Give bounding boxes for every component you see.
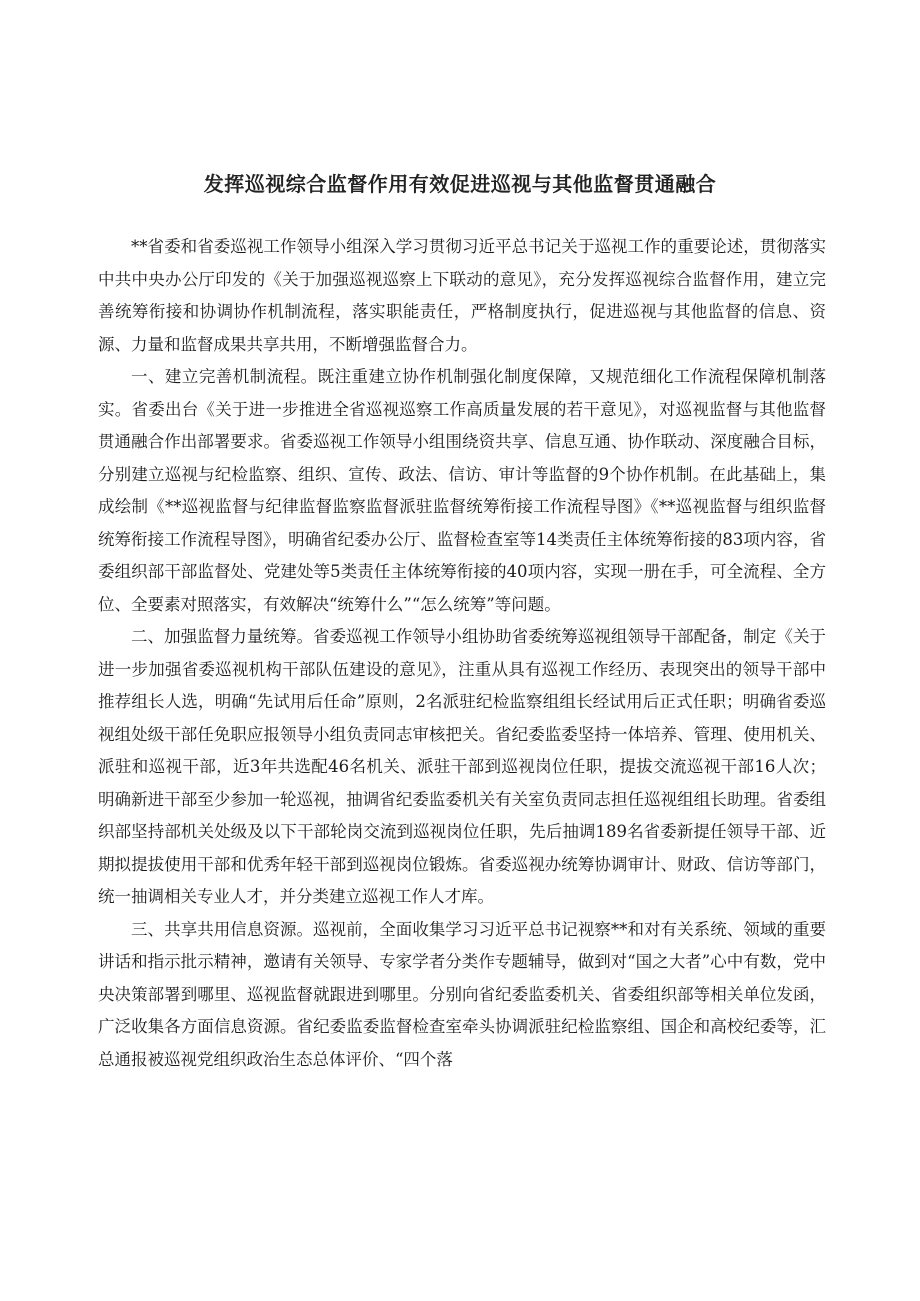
document-title: 发挥巡视综合监督作用有效促进巡视与其他监督贯通融合 (203, 172, 717, 196)
document-body (98, 231, 826, 1076)
paragraph-intro: **省委和省委巡视工作领导小组深入学习贯彻习近平总书记关于巡视工作的重要论述，贯彻落实中共中央办公厅印发的《关于加强巡视巡察上下联动的意见》，充分发挥巡视综合监督作用，建立完善统筹衔接和协调协作机制流程，落实职能责任，严格制度执行，促进巡视与其他监督的信息、资源、力量和监督成果共享共用，不断增强监督合力。 (98, 237, 826, 354)
paragraph-section-2: 二、加强监督力量统筹。省委巡视工作领导小组协助省委统筹巡视组领导干部配备，制定《关于进一步加强省委巡视机构干部队伍建设的意见》，注重从具有巡视工作经历、表现突出的领导干部中推荐组长人选，明确“先试用后任命”原则，2名派驻纪检监察组组长经试用后正式任职；明确省委巡视组处级干部任免职应报领导小组负责同志审核把关。省纪委监委坚持一体培养、管理、使用机关、派驻和巡视干部，近3年共选配46名机关、派驻干部到巡视岗位任职，提拔交流巡视干部16人次；明确新进干部至少参加一轮巡视，抽调省纪委监委机关有关室负责同志担任巡视组组长助理。省委组织部坚持部机关处级及以下干部轮岗交流到巡视岗位任职，先后抽调189名省委新提任领导干部、近期拟提拔使用干部和优秀年轻干部到巡视岗位锻炼。省委巡视办统筹协调审计、财政、信访等部门，统一抽调相关专业人才，并分类建立巡视工作人才库。 (98, 627, 826, 906)
paragraph-section-1: 一、建立完善机制流程。既注重建立协作机制强化制度保障，又规范细化工作流程保障机制落实。省委出台《关于进一步推进全省巡视巡察工作高质量发展的若干意见》，对巡视监督与其他监督贯通融合作出部署要求。省委巡视工作领导小组围绕资共享、信息互通、协作联动、深度融合目标，分别建立巡视与纪检监察、组织、宣传、政法、信访、审计等监督的9个协作机制。在此基础上，集成绘制《**巡视监督与纪律监督监察监督派驻监督统筹衔接工作流程导图》《**巡视监督与组织监督统筹衔接工作流程导图》，明确省纪委办公厅、监督检查室等14类责任主体统筹衔接的83项内容，省委组织部干部监督处、党建处等5类责任主体统筹衔接的40项内容，实现一册在手，可全流程、全方位、全要素对照落实，有效解决“统筹什么”“怎么统筹”等问题。 (98, 367, 826, 614)
paragraph-section-3: 三、共享共用信息资源。巡视前，全面收集学习习近平总书记视察**和对有关系统、领域的重要讲话和指示批示精神，邀请有关领导、专家学者分类作专题辅导，做到对“国之大者”心中有数，党中央决策部署到哪里、巡视监督就跟进到哪里。分别向省纪委监委机关、省委组织部等相关单位发函，广泛收集各方面信息资源。省纪委监委监督检查室牵头协调派驻纪检监察组、国企和高校纪委等，汇总通报被巡视党组织政治生态总体评价、“四个落 (98, 919, 826, 1069)
